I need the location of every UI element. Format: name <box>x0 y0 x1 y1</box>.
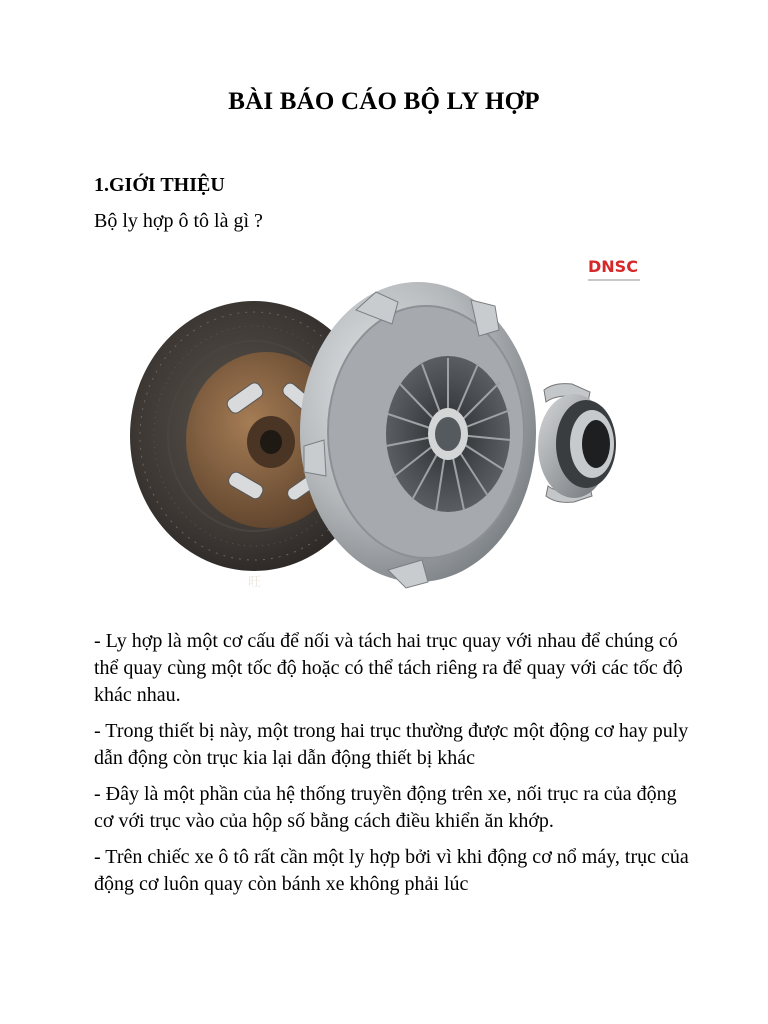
brand-logo-text: DNSC <box>588 257 638 276</box>
body-text <box>94 628 694 907</box>
paragraph: - Trên chiếc xe ô tô rất cần một ly hợp bởi vì khi động cơ nổ máy, trục của động cơ luôn quay còn bánh xe không phải lúc <box>94 846 689 895</box>
brand-logo <box>588 257 640 280</box>
clutch-kit-image <box>126 250 656 595</box>
paragraph: - Ly hợp là một cơ cấu để nối và tách hai trục quay với nhau để chúng có thể quay cùng một tốc độ hoặc có thể tách riêng ra để quay với các tốc độ khác nhau. <box>94 630 683 706</box>
document-title: BÀI BÁO CÁO BỘ LY HỢP <box>228 88 540 115</box>
pressure-plate <box>300 282 536 588</box>
section-heading: 1.GIỚI THIỆU <box>94 174 225 196</box>
release-bearing <box>538 384 616 503</box>
paragraph: - Đây là một phần của hệ thống truyền động trên xe, nối trục ra của động cơ với trục vào của hộp số bằng cách điều khiển ăn khớp. <box>94 783 677 832</box>
disc-label: 旺 <box>248 575 262 590</box>
paragraph: - Trong thiết bị này, một trong hai trục thường được một động cơ hay puly dẫn động còn trục kia lại dẫn động thiết bị khác <box>94 720 689 769</box>
intro-question: Bộ ly hợp ô tô là gì ? <box>94 210 263 232</box>
